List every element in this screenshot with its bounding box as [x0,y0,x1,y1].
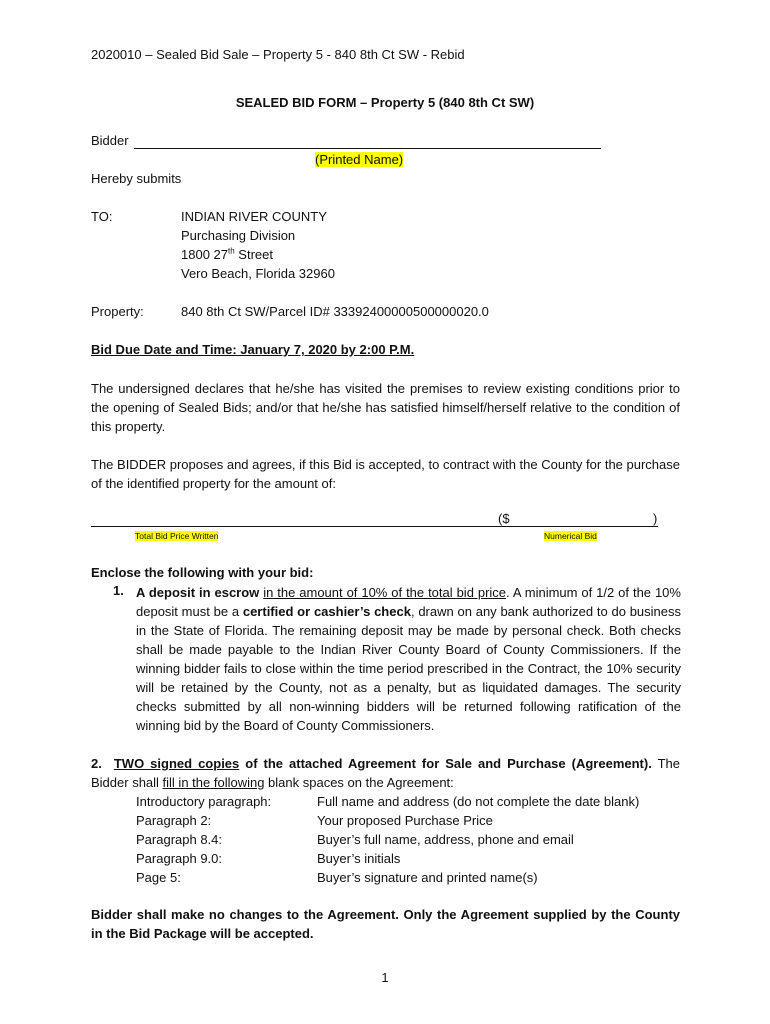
enclose-heading: Enclose the following with your bid: [91,565,314,580]
agreement-row: Paragraph 9.0: Buyer’s initials [136,851,401,866]
bid-due-date: Bid Due Date and Time: January 7, 2020 by 2:00 P.M. [91,342,415,357]
form-title: SEALED BID FORM – Property 5 (840 8th Ct SW) [235,95,535,110]
bid-open-paren: ($ [498,511,510,526]
proposal-paragraph: The BIDDER proposes and agrees, if this Bid is accepted, to contract with the County for the purchase of the identified property for the amount of: [91,457,680,491]
address-city: Vero Beach, Florida 32960 [181,266,335,281]
property-value: 840 8th Ct SW/Parcel ID# 33392400000500000020.0 [181,304,489,319]
bid-amount-line[interactable] [91,526,658,527]
to-label: TO: [91,209,113,224]
item-1-number: 1. [113,583,124,598]
item-1-text: A deposit in escrow in the amount of 10% of the total bid price. A minimum of 1/2 of the 10% deposit must be a certified or cashier’s check, drawn on any bank authorized to do business in the State of Florida. The remaining deposit may be made by personal check. Both checks shall be made payable to the Indian River County Board of County Commissioners. If the winning bidder fails to close within the time period prescribed in the Contract, the 10% security will be retained by the County, not as a penalty, but as liquidated damages. The security checks submitted by all non-winning bidders will be returned following ratification of the winning bid by the Board of County Commissioners. [136,585,682,733]
bidder-label: Bidder [91,133,129,148]
page-header: 2020010 – Sealed Bid Sale – Property 5 - 840 8th Ct SW - Rebid [91,47,465,62]
address-line-1: INDIAN RIVER COUNTY [181,209,327,224]
agreement-row: Paragraph 2: Your proposed Purchase Price [136,813,493,828]
page-number: 1 [381,970,389,985]
printed-name-label: (Printed Name) [315,152,404,167]
agreement-row: Page 5: Buyer’s signature and printed name(s) [136,870,538,885]
bidder-name-line[interactable] [134,148,601,149]
final-note: Bidder shall make no changes to the Agreement. Only the Agreement supplied by the County in the Bid Package will be accepted. [91,907,680,941]
bid-close-paren: ) [653,511,658,526]
numerical-bid-label: Numerical Bid [544,531,597,541]
declaration-paragraph: The undersigned declares that he/she has visited the premises to review existing conditions prior to the opening of Sealed Bids; and/or that he/she has satisfied himself/herself relative to the condition of this property. [91,381,680,434]
address-street: 1800 27th Street [181,246,273,262]
total-bid-written-label: Total Bid Price Written [135,531,219,541]
agreement-row: Introductory paragraph: Full name and address (do not complete the date blank) [136,794,640,809]
agreement-row: Paragraph 8.4: Buyer’s full name, address, phone and email [136,832,574,847]
hereby-submits: Hereby submits [91,171,182,186]
property-label: Property: [91,304,144,319]
address-line-2: Purchasing Division [181,228,296,243]
item-2-text: 2. TWO signed copies of the attached Agreement for Sale and Purchase (Agreement). The Bidder shall fill in the following blank spaces on the Agreement: [91,756,680,790]
